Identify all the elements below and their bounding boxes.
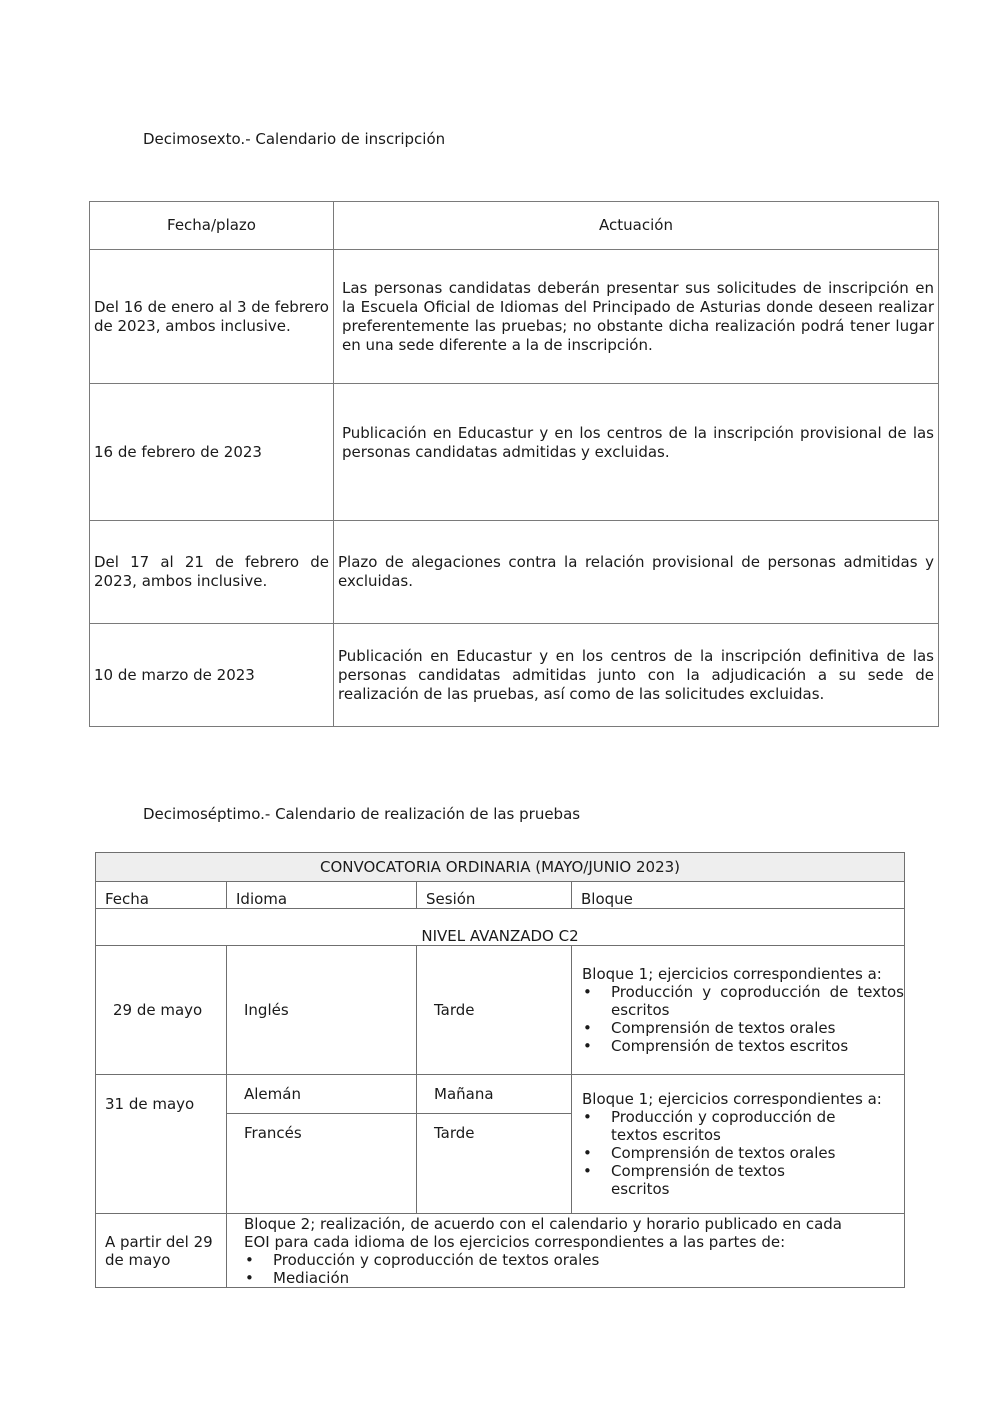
header-fecha: Fecha — [96, 882, 227, 909]
idioma-cell: Inglés — [227, 946, 417, 1075]
list-item: • Comprensión de textos orales — [582, 1019, 904, 1037]
actuacion-cell: Plazo de alegaciones contra la relación provisional de personas admitidas y excluidas. — [334, 521, 939, 624]
list-item: • Comprensión de textos orales — [582, 1144, 844, 1162]
bloque-intro: Bloque 1; ejercicios correspondientes a: — [582, 965, 882, 983]
list-item: • Producción y coproducción de textos escritos — [582, 1108, 844, 1144]
table-row — [90, 624, 939, 727]
section-16-heading: Decimosexto.- Calendario de inscripción — [143, 130, 446, 148]
table-row — [96, 1075, 905, 1114]
header-fecha-plazo: Fecha/plazo — [90, 202, 334, 250]
table-header-row — [90, 202, 939, 250]
list-item: • Producción y coproducción de textos escritos — [582, 983, 904, 1019]
list-item: • Comprensión de textos escritos — [582, 1162, 844, 1198]
list-item: • Mediación — [244, 1269, 864, 1287]
fecha-cell: 10 de marzo de 2023 — [90, 624, 334, 727]
bloque-intro: Bloque 1; ejercicios correspondientes a: — [582, 1090, 882, 1108]
actuacion-cell: Publicación en Educastur y en los centros de la inscripción definitiva de las personas candidatas admitidas junto con la adjudicación a su sede de realización de las pruebas, así como de las solicitudes excluidas. — [334, 624, 939, 727]
convocatoria-title-row — [96, 853, 905, 882]
table-header-row — [96, 882, 905, 909]
level-label: NIVEL AVANZADO C2 — [96, 909, 905, 946]
level-row — [96, 909, 905, 946]
table-row — [90, 521, 939, 624]
bloque-cell — [227, 1214, 905, 1288]
table-row — [90, 250, 939, 384]
list-item: • Comprensión de textos escritos — [582, 1037, 904, 1055]
fecha-cell: Del 17 al 21 de febrero de 2023, ambos inclusive. — [90, 521, 334, 624]
bloque-list — [582, 1108, 904, 1198]
idioma-cell: Francés — [227, 1114, 417, 1214]
convocatoria-title: CONVOCATORIA ORDINARIA (MAYO/JUNIO 2023) — [96, 853, 905, 882]
idioma-cell: Alemán — [227, 1075, 417, 1114]
bloque-cell — [572, 1075, 905, 1214]
inscription-calendar-table — [89, 201, 939, 727]
header-bloque: Bloque — [572, 882, 905, 909]
actuacion-cell: Publicación en Educastur y en los centros de la inscripción provisional de las personas candidatas admitidas y excluidas. — [334, 384, 939, 521]
fecha-cell: Del 16 de enero al 3 de febrero de 2023, ambos inclusive. — [90, 250, 334, 384]
bloque-intro: Bloque 2; realización, de acuerdo con el calendario y horario publicado en cada EOI para cada idioma de los ejercicios correspondientes a las partes de: — [244, 1214, 842, 1251]
sesion-cell: Mañana — [417, 1075, 572, 1114]
sesion-cell: Tarde — [417, 1114, 572, 1214]
header-sesion: Sesión — [417, 882, 572, 909]
fecha-cell: A partir del 29 de mayo — [96, 1214, 227, 1288]
bloque-cell — [572, 946, 905, 1075]
section-17-heading: Decimoséptimo.- Calendario de realización de las pruebas — [143, 805, 581, 823]
header-actuacion: Actuación — [334, 202, 939, 250]
fecha-cell: 29 de mayo — [96, 946, 227, 1075]
bloque-list — [244, 1251, 864, 1287]
sesion-cell: Tarde — [417, 946, 572, 1075]
actuacion-cell: Las personas candidatas deberán presentar sus solicitudes de inscripción en la Escuela Oficial de Idiomas del Principado de Asturias donde deseen realizar preferentemente las pruebas; no obstante dicha realización podrá tener lugar en una sede diferente a la de inscripción. — [334, 250, 939, 384]
list-item: • Producción y coproducción de textos orales — [244, 1251, 864, 1269]
header-idioma: Idioma — [227, 882, 417, 909]
table-row — [96, 946, 905, 1075]
fecha-cell: 16 de febrero de 2023 — [90, 384, 334, 521]
exam-calendar-table — [95, 852, 905, 1288]
fecha-cell: 31 de mayo — [96, 1075, 227, 1214]
table-row — [96, 1214, 905, 1288]
table-row — [90, 384, 939, 521]
bloque-list — [582, 983, 904, 1055]
